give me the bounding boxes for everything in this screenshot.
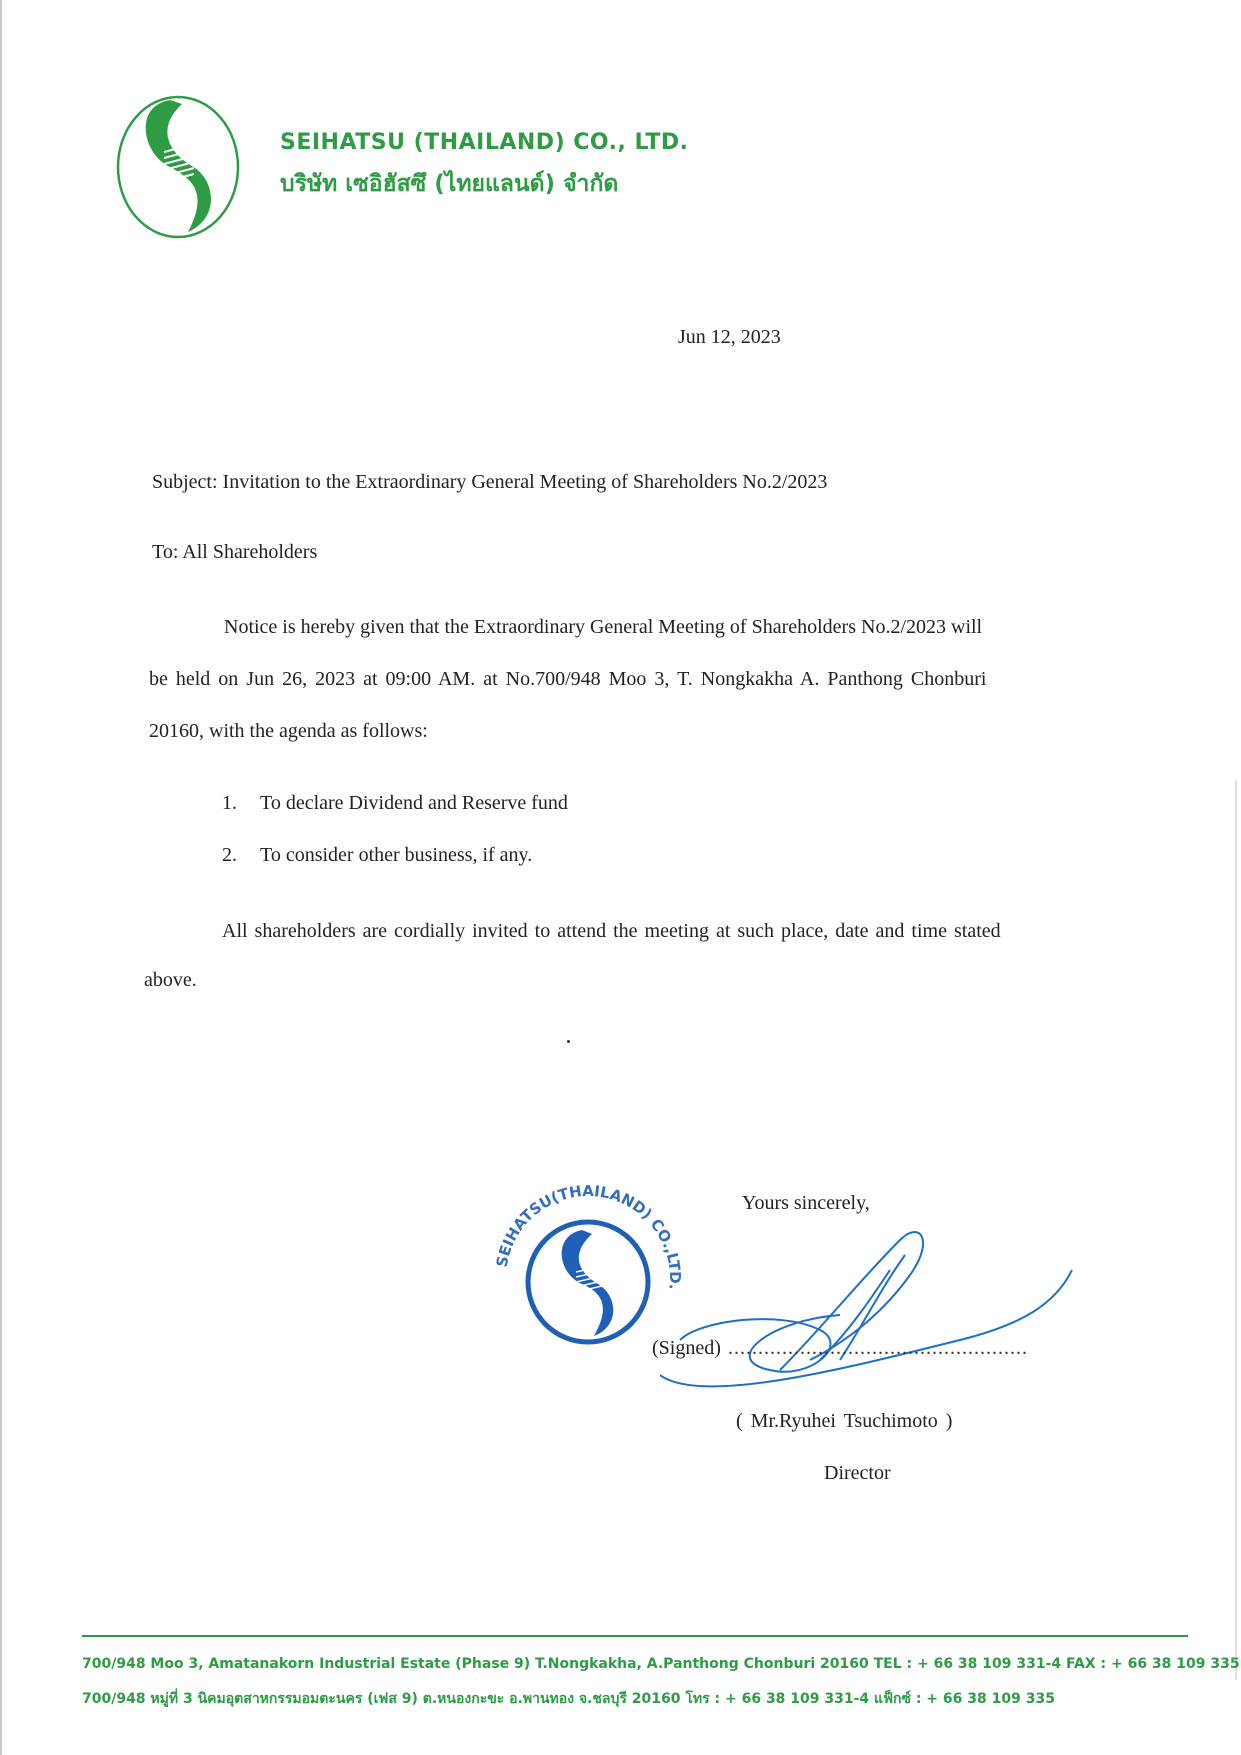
company-logo-icon <box>112 90 244 244</box>
closing-salutation: Yours sincerely, <box>742 1192 870 1214</box>
page-edge <box>1235 780 1237 1680</box>
company-name-en: SEIHATSU (THAILAND) CO., LTD. <box>280 130 689 155</box>
agenda-item: To consider other business, if any. <box>260 844 533 866</box>
agenda-number: 1. <box>222 792 237 814</box>
company-name-th: บริษัท เซอิฮัสซึ (ไทยแลนด์) จำกัด <box>280 171 619 197</box>
footer-address-th: 700/948 หมู่ที่ 3 นิคมอุตสาหกรรมอมตะนคร (เฟส 9) ต.หนองกะขะ อ.พานทอง จ.ชลบุรี 20160 โทร : + 66 38 109 331-4 แฟ็กซ์ : + 66 38 109 335 <box>82 1691 1055 1707</box>
notice-line: Notice is hereby given that the Extraordinary General Meeting of Shareholders No.2/2023 will <box>224 616 983 638</box>
letter-subject: Subject: Invitation to the Extraordinary General Meeting of Shareholders No.2/2023 <box>152 471 828 493</box>
agenda-item: To declare Dividend and Reserve fund <box>260 792 568 814</box>
signer-position: Director <box>824 1462 891 1484</box>
notice-line: 20160, with the agenda as follows: <box>149 720 428 742</box>
footer-address-en: 700/948 Moo 3, Amatanakorn Industrial Estate (Phase 9) T.Nongkakha, A.Panthong Chonburi 20160 TEL : + 66 38 109 331-4 FAX : + 66 38 109 335 <box>82 1656 1240 1672</box>
signed-label: (Signed) <box>652 1337 721 1359</box>
letter-recipient: To: All Shareholders <box>152 541 318 563</box>
agenda-number: 2. <box>222 844 237 866</box>
handwritten-signature <box>660 1220 1080 1400</box>
closing-paragraph-line: All shareholders are cordially invited to attend the meeting at such place, date and time stated <box>222 920 1001 942</box>
signer-name: ( Mr.Ryuhei Tsuchimoto ) <box>736 1410 953 1432</box>
closing-paragraph-line: above. <box>144 969 197 991</box>
signature-line: .................................................. <box>728 1337 1028 1359</box>
notice-line: be held on Jun 26, 2023 at 09:00 AM. at No.700/948 Moo 3, T. Nongkakha A. Panthong Chonburi <box>149 668 987 690</box>
page-edge <box>0 0 2 1755</box>
stray-mark <box>567 1040 570 1043</box>
letter-date: Jun 12, 2023 <box>678 326 781 348</box>
footer-divider <box>82 1635 1188 1637</box>
svg-text:SEIHATSU(THAILAND) CO.,LTD.: SEIHATSU(THAILAND) CO.,LTD. <box>492 1181 685 1291</box>
